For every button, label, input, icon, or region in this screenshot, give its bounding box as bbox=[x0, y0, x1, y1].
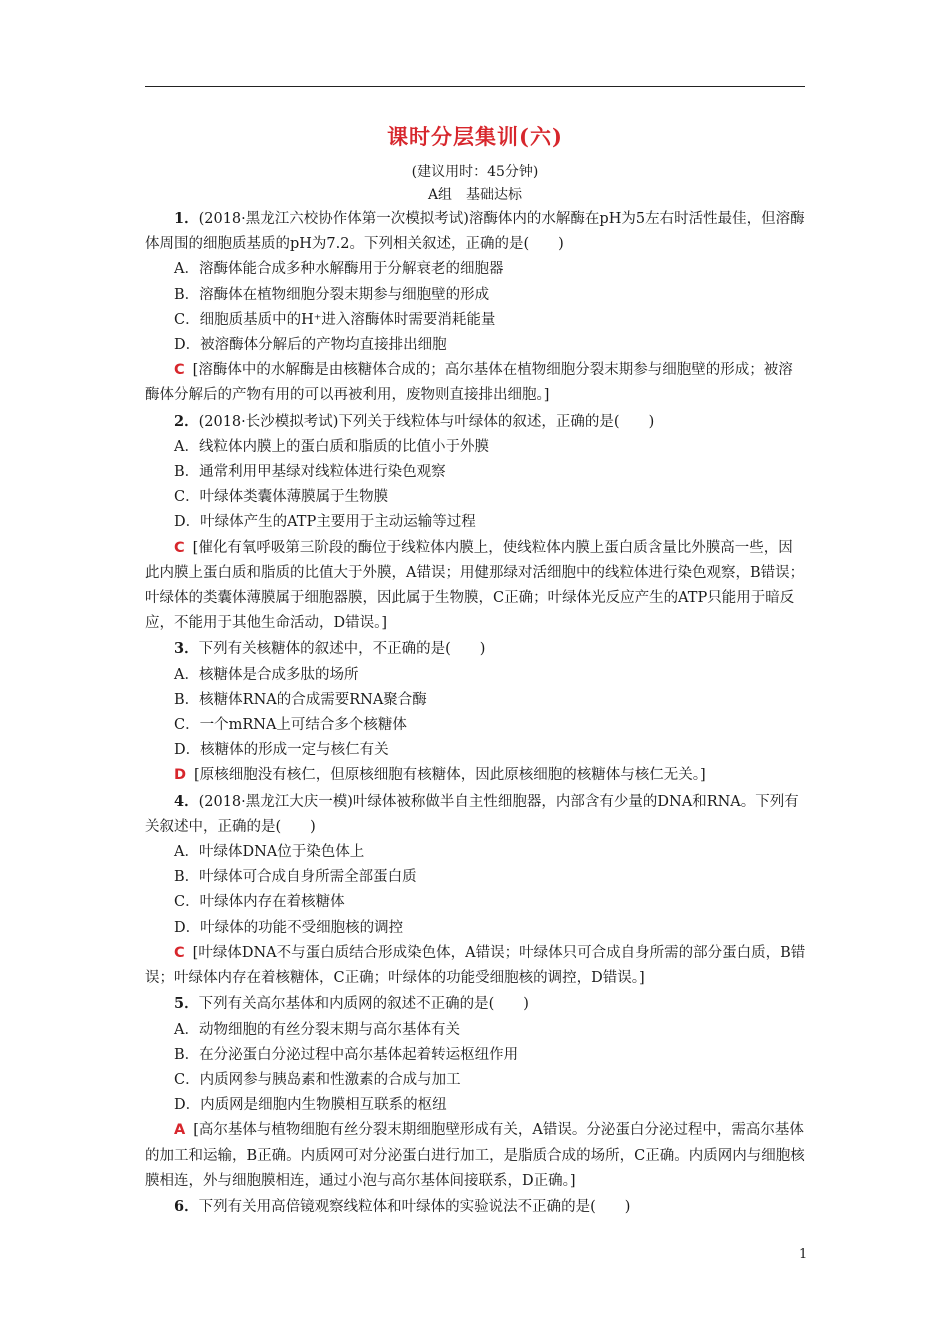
question-stem bbox=[145, 789, 807, 840]
question-text: 下列有关核糖体的叙述中，不正确的是( ) bbox=[198, 641, 486, 658]
answer-option: D．叶绿体的功能不受细胞核的调控 bbox=[174, 919, 404, 936]
answer-explanation bbox=[145, 1118, 807, 1194]
question-text: (2018·黑龙江大庆一模)叶绿体被称做半自主性细胞器，内部含有少量的DNA和RNA。下列有关叙述中，正确的是( ) bbox=[145, 793, 799, 835]
question-stem bbox=[145, 206, 807, 257]
header-rule bbox=[145, 86, 805, 87]
question-block bbox=[145, 636, 807, 788]
explanation-text: [溶酶体中的水解酶是由核糖体合成的；高尔基体在植物细胞分裂末期参与细胞壁的形成；被溶酶体分解后的产物有用的可以再被利用，废物则直接排出细胞。] bbox=[145, 362, 793, 404]
question-number: 6． bbox=[174, 1197, 199, 1215]
question-list bbox=[145, 206, 807, 1220]
section-heading: A组 基础达标 bbox=[427, 187, 523, 203]
answer-option: A．动物细胞的有丝分裂末期与高尔基体有关 bbox=[174, 1021, 460, 1038]
answer-letter: C bbox=[174, 944, 185, 961]
question-number: 1． bbox=[174, 210, 199, 227]
question-stem bbox=[145, 1194, 807, 1220]
answer-option: D．核糖体的形成一定与核仁有关 bbox=[174, 742, 389, 759]
explanation-text: [高尔基体与植物细胞有丝分裂末期细胞壁形成有关，A错误。分泌蛋白分泌过程中，需高尔基体的加工和运输，B正确。内质网可对分泌蛋白进行加工，是脂质合成的场所，C正确。内质网内与细胞核膜相连，外与细胞膜相连，通过小泡与高尔基体间接联系，D正确。] bbox=[145, 1122, 805, 1189]
answer-explanation bbox=[145, 763, 807, 788]
answer-option: B．通常利用甲基绿对线粒体进行染色观察 bbox=[174, 464, 446, 481]
explanation-text: [叶绿体DNA不与蛋白质结合形成染色体，A错误；叶绿体只可合成自身所需的部分蛋白质，B错误；叶绿体内存在着核糖体，C正确；叶绿体的功能受细胞核的调控，D错误。] bbox=[145, 944, 806, 987]
answer-letter: C bbox=[174, 539, 185, 556]
answer-letter: D bbox=[174, 767, 187, 784]
time-suggestion: (建议用时：45分钟) bbox=[411, 164, 539, 180]
answer-letter: C bbox=[174, 362, 185, 379]
question-block bbox=[145, 206, 807, 409]
answer-option: B．在分泌蛋白分泌过程中高尔基体起着转运枢纽作用 bbox=[174, 1046, 519, 1063]
answer-explanation bbox=[145, 536, 807, 637]
question-text: 下列有关高尔基体和内质网的叙述不正确的是( ) bbox=[198, 996, 529, 1013]
answer-option: A．溶酶体能合成多种水解酶用于分解衰老的细胞器 bbox=[174, 261, 504, 278]
answer-option: C．叶绿体类囊体薄膜属于生物膜 bbox=[174, 489, 389, 506]
answer-explanation bbox=[145, 358, 807, 408]
answer-option: D．内质网是细胞内生物膜相互联系的枢纽 bbox=[174, 1097, 447, 1114]
question-block bbox=[145, 991, 807, 1194]
answer-option: A．核糖体是合成多肽的场所 bbox=[174, 666, 359, 683]
question-number: 4． bbox=[174, 792, 199, 810]
question-text: (2018·黑龙江六校协作体第一次模拟考试)溶酶体内的水解酶在pH为5左右时活性最佳，但溶酶体周围的细胞质基质的pH为7.2。下列相关叙述，正确的是( ) bbox=[145, 211, 805, 253]
answer-option: B．叶绿体可合成自身所需全部蛋白质 bbox=[174, 869, 417, 886]
answer-option: C．一个mRNA上可结合多个核糖体 bbox=[174, 717, 407, 734]
question-block bbox=[145, 789, 807, 992]
answer-option: B．核糖体RNA的合成需要RNA聚合酶 bbox=[174, 691, 427, 708]
answer-option: B．溶酶体在植物细胞分裂末期参与细胞壁的形成 bbox=[174, 286, 490, 303]
question-stem bbox=[145, 409, 807, 435]
answer-option: C．叶绿体内存在着核糖体 bbox=[174, 894, 345, 911]
answer-option: A．线粒体内膜上的蛋白质和脂质的比值小于外膜 bbox=[174, 438, 489, 455]
answer-explanation bbox=[145, 941, 807, 991]
question-block bbox=[145, 1194, 807, 1220]
answer-option: D．被溶酶体分解后的产物均直接排出细胞 bbox=[174, 337, 447, 354]
answer-letter: A bbox=[174, 1122, 186, 1139]
page-number: 1 bbox=[799, 1247, 808, 1262]
explanation-text: [原核细胞没有核仁，但原核细胞有核糖体，因此原核细胞的核糖体与核仁无关。] bbox=[194, 767, 706, 784]
question-text: 下列有关用高倍镜观察线粒体和叶绿体的实验说法不正确的是( ) bbox=[198, 1198, 631, 1215]
answer-option: D．叶绿体产生的ATP主要用于主动运输等过程 bbox=[174, 514, 476, 531]
question-number: 2． bbox=[174, 412, 199, 430]
explanation-text: [催化有氧呼吸第三阶段的酶位于线粒体内膜上，使线粒体内膜上蛋白质含量比外膜高一些，因此内膜上蛋白质和脂质的比值大于外膜，A错误；用健那绿对活细胞中的线粒体进行染色观察，B错误；叶绿体的类囊体薄膜属于细胞器膜，因此属于生物膜，C正确；叶绿体光反应产生的ATP只能用于暗反应，不能用于其他生命活动，D错误。] bbox=[145, 539, 805, 632]
answer-option: A．叶绿体DNA位于染色体上 bbox=[174, 844, 365, 861]
answer-option: C．内质网参与胰岛素和性激素的合成与加工 bbox=[174, 1071, 461, 1088]
question-text: (2018·长沙模拟考试)下列关于线粒体与叶绿体的叙述，正确的是( ) bbox=[198, 413, 655, 430]
question-block bbox=[145, 409, 807, 637]
question-number: 5． bbox=[174, 995, 199, 1013]
question-stem bbox=[145, 636, 807, 662]
question-stem bbox=[145, 991, 807, 1017]
answer-option: C．细胞质基质中的H⁺进入溶酶体时需要消耗能量 bbox=[174, 311, 496, 328]
question-number: 3． bbox=[174, 640, 199, 658]
page-title: 课时分层集训(六) bbox=[387, 124, 563, 149]
